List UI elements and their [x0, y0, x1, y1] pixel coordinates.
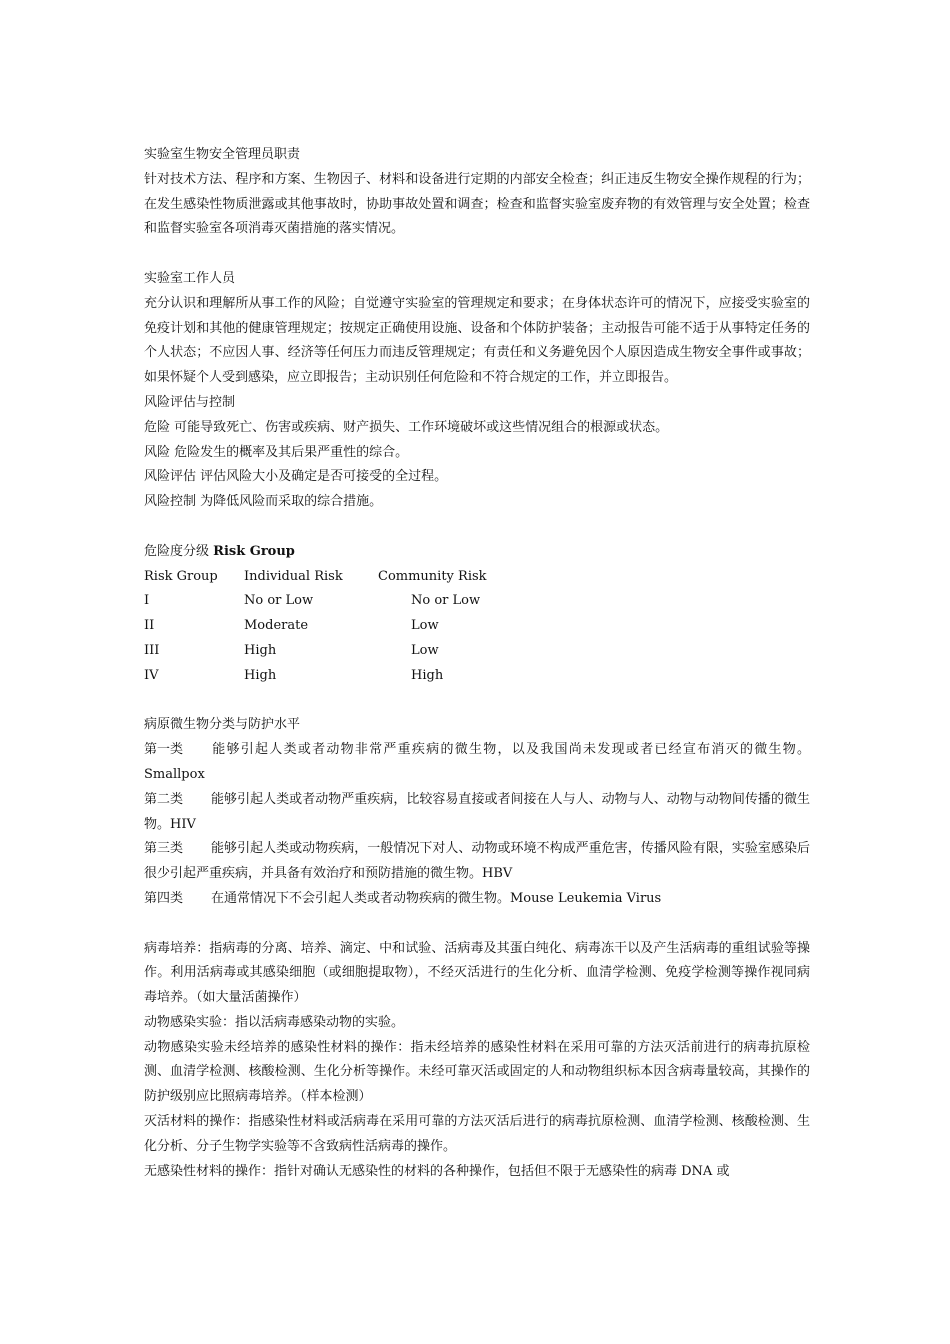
- cell-individual: High: [244, 642, 277, 658]
- paragraph-lab-staff: 充分认识和理解所从事工作的风险；自觉遵守实验室的管理规定和要求；在身体状态许可的情况下，应接受实验室的免疫计划和其他的健康管理规定；按规定正确使用设施、设备和个体防护装备；主动报告可能不适于从事特定任务的个人状态；不应因人事、经济等任何压力而违反管理规定；有责任和义务避免因个人原因造成生物安全事件或事故；如果怀疑个人受到感染，应立即报告；主动识别任何危险和不符合规定的工作，并立即报告。: [144, 295, 810, 386]
- cell-group: III: [144, 642, 160, 658]
- definition-risk-assessment: 风险评估 评估风险大小及确定是否可接受的全过程。: [144, 469, 448, 485]
- section-title-risk-assessment: 风险评估与控制: [144, 394, 236, 410]
- table-row: [144, 639, 810, 664]
- pathogen-class-2: [144, 788, 810, 838]
- risk-group-table: [144, 565, 810, 689]
- paragraph-noninfectious-materials: 无感染性材料的操作：指针对确认无感染性的材料的各种操作，包括但不限于无感染性的病毒 DNA 或: [144, 1163, 730, 1179]
- section-title-biosafety-admin: 实验室生物安全管理员职责: [144, 147, 301, 162]
- table-row: [144, 589, 810, 614]
- paragraph-inactivated-materials: 灭活材料的操作：指感染性材料或活病毒在采用可靠的方法灭活后进行的病毒抗原检测、血清学检测、核酸检测、生化分析、分子生物学实验等不含致病性活病毒的操作。: [144, 1114, 810, 1154]
- paragraph-virus-culture: 病毒培养：指病毒的分离、培养、滴定、中和试验、活病毒及其蛋白纯化、病毒冻干以及产生活病毒的重组试验等操作。利用活病毒或其感染细胞（或细胞提取物），不经灭活进行的生化分析、血清学检测、免疫学检测等操作视同病毒培养。（如大量活菌操作）: [144, 940, 810, 1006]
- risk-group-title-en: Risk Group: [213, 543, 295, 559]
- header-individual-risk: Individual Risk: [244, 568, 343, 584]
- table-row: [144, 614, 810, 639]
- spacer: [144, 242, 810, 267]
- definition-hazard: 危险 可能导致死亡、伤害或疾病、财产损失、工作环境破坏或这些情况组合的根源或状态。: [144, 419, 669, 435]
- spacer: [144, 515, 810, 540]
- cell-community: Low: [411, 618, 439, 634]
- cell-group: IV: [144, 667, 159, 683]
- spacer: [144, 912, 810, 937]
- class-label: 第四类: [144, 890, 184, 906]
- table-header-row: [144, 565, 810, 590]
- pathogen-class-1: [144, 738, 810, 788]
- document-page: [144, 143, 810, 1184]
- header-community-risk: Community Risk: [378, 568, 487, 584]
- class-description: 能够引起人类或动物疾病，一般情况下对人、动物或环境不构成严重危害，传播风险有限，实验室感染后很少引起严重疾病，并具备有效治疗和预防措施的微生物。HBV: [144, 841, 810, 882]
- risk-group-title: [144, 540, 810, 565]
- pathogen-class-3: [144, 837, 810, 887]
- cell-group: I: [144, 593, 150, 609]
- risk-group-title-cn: 危险度分级: [144, 543, 214, 559]
- class-label: 第一类: [144, 742, 184, 758]
- class-description: 能够引起人类或者动物严重疾病，比较容易直接或者间接在人与人、动物与人、动物与动物间传播的微生物。HIV: [144, 791, 810, 832]
- cell-community: High: [411, 667, 444, 683]
- class-label: 第二类: [144, 791, 184, 807]
- cell-individual: Moderate: [244, 618, 309, 634]
- table-row: [144, 664, 810, 689]
- header-risk-group: Risk Group: [144, 568, 218, 584]
- spacer: [144, 689, 810, 714]
- paragraph-uncultured-materials: 动物感染实验未经培养的感染性材料的操作：指未经培养的感染性材料在采用可靠的方法灭活前进行的病毒抗原检测、血清学检测、核酸检测、生化分析等操作。未经可靠灭活或固定的人和动物组织标本因含病毒量较高，其操作的防护级别应比照病毒培养。（样本检测）: [144, 1039, 810, 1105]
- class-description: 在通常情况下不会引起人类或者动物疾病的微生物。Mouse Leukemia Virus: [211, 890, 662, 906]
- cell-community: No or Low: [411, 593, 481, 609]
- cell-individual: No or Low: [244, 593, 314, 609]
- cell-group: II: [144, 618, 155, 634]
- pathogen-class-4: [144, 887, 810, 912]
- cell-community: Low: [411, 642, 439, 658]
- class-description: 能够引起人类或者动物非常严重疾病的微生物，以及我国尚未发现或者已经宣布消灭的微生物。Smallpox: [144, 742, 810, 782]
- cell-individual: High: [244, 667, 277, 683]
- section-title-pathogen-classes: 病原微生物分类与防护水平: [144, 717, 301, 733]
- section-title-lab-staff: 实验室工作人员: [144, 270, 236, 286]
- definition-risk-control: 风险控制 为降低风险而采取的综合措施。: [144, 494, 383, 510]
- class-label: 第三类: [144, 841, 184, 857]
- paragraph-animal-infection: 动物感染实验：指以活病毒感染动物的实验。: [144, 1014, 405, 1030]
- paragraph-biosafety-admin: 针对技术方法、程序和方案、生物因子、材料和设备进行定期的内部安全检查；纠正违反生物安全操作规程的行为；在发生感染性物质泄露或其他事故时，协助事故处置和调查；检查和监督实验室废弃物的有效管理与安全处置；检查和监督实验室各项消毒灭菌措施的落实情况。: [144, 171, 810, 237]
- definition-risk: 风险 危险发生的概率及其后果严重性的综合。: [144, 444, 409, 460]
